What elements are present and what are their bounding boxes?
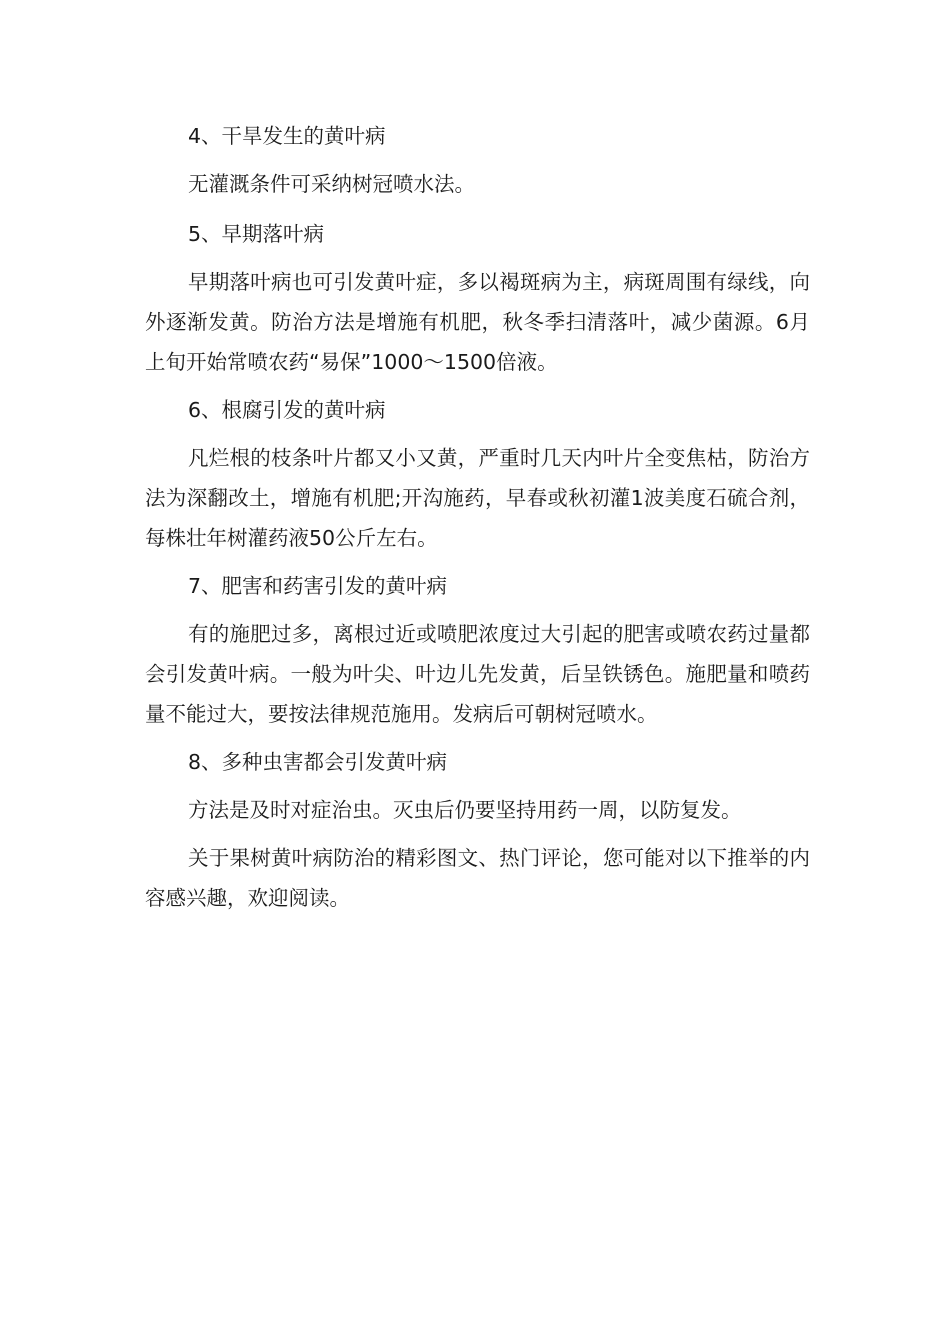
section-heading-6: 6、根腐引发的黄叶病 [188, 398, 386, 422]
document-body [145, 116, 810, 926]
section-body-5: 早期落叶病也可引发黄叶症，多以褐斑病为主，病斑周围有绿线，向外逐渐发黄。防治方法是增施有机肥，秋冬季扫清落叶，减少菌源。6月上旬开始常喷农药“易保”1000～1500倍液。 [145, 270, 810, 374]
section-heading-4: 4、干旱发生的黄叶病 [188, 124, 386, 148]
section-heading-5: 5、早期落叶病 [188, 222, 325, 246]
section-heading-8: 8、多种虫害都会引发黄叶病 [188, 750, 448, 774]
section-body-6: 凡烂根的枝条叶片都又小又黄，严重时几天内叶片全变焦枯，防治方法为深翻改土，增施有机肥;开沟施药，早春或秋初灌1波美度石硫合剂，每株壮年树灌药液50公斤左右。 [145, 446, 810, 550]
section-body-4: 无灌溉条件可采纳树冠喷水法。 [188, 172, 475, 196]
section-heading-7: 7、肥害和药害引发的黄叶病 [188, 574, 448, 598]
closing-paragraph: 关于果树黄叶病防治的精彩图文、热门评论，您可能对以下推举的内容感兴趣，欢迎阅读。 [145, 846, 810, 910]
section-body-8: 方法是及时对症治虫。灭虫后仍要坚持用药一周，以防复发。 [188, 798, 742, 822]
section-body-7: 有的施肥过多，离根过近或喷肥浓度过大引起的肥害或喷农药过量都会引发黄叶病。一般为叶尖、叶边儿先发黄，后呈铁锈色。施肥量和喷药量不能过大，要按法律规范施用。发病后可朝树冠喷水。 [145, 622, 810, 726]
